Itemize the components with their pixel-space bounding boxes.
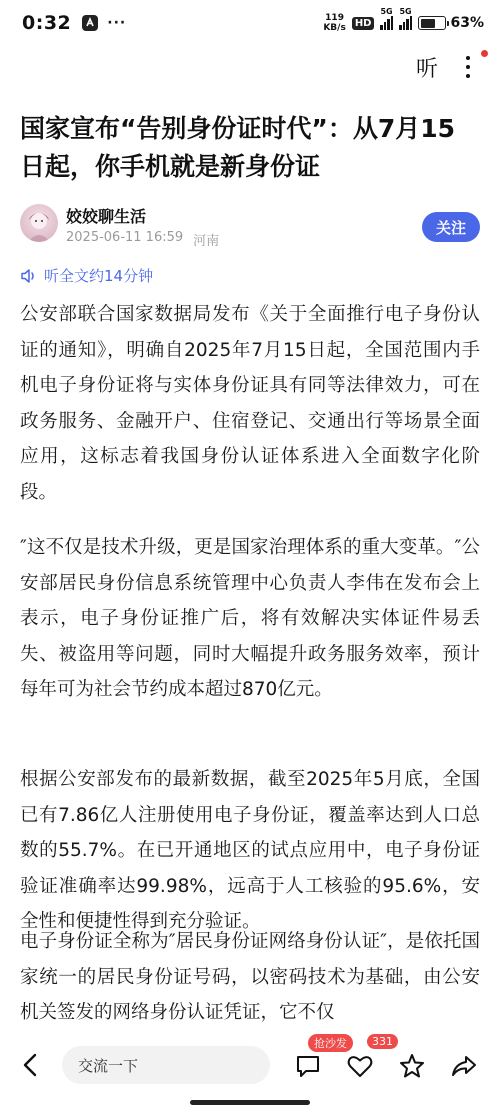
back-icon[interactable] <box>18 1052 44 1078</box>
article-paragraph: ″这不仅是技术升级，更是国家治理体系的重大变革。″公安部居民身份信息系统管理中心负责人李伟在发布会上表示，电子身份证推广后，将有效解决实体证件易丢失、被盗用等问题，同时大幅提升政务服务效率，预计每年可为社会节约成本超过870亿元。 <box>20 537 480 700</box>
signal-1-label: 5G <box>380 7 393 16</box>
signal-1-icon <box>380 7 393 30</box>
status-time: 0:32 <box>22 12 72 34</box>
more-notifications-icon: ··· <box>107 15 127 31</box>
status-right <box>323 7 484 33</box>
article-meta <box>66 230 219 249</box>
favorite-star-icon[interactable] <box>398 1052 426 1080</box>
home-indicator[interactable] <box>190 1100 310 1105</box>
share-icon[interactable] <box>450 1052 478 1080</box>
comment-icon[interactable] <box>294 1052 322 1080</box>
listen-button[interactable]: 听 <box>415 57 438 82</box>
article-paragraph: 公安部联合国家数据局发布《关于全面推行电子身份认证的通知》，明确自2025年7月15日起，全国范围内手机电子身份证将与实体身份证具有同等法律效力，可在政务服务、金融开户、住宿登记、交通出行等场景全面应用，这标志着我国身份认证体系进入全面数字化阶段。 <box>20 304 480 503</box>
more-options-icon[interactable] <box>456 50 480 84</box>
speaker-icon <box>20 268 38 284</box>
listen-full-article[interactable] <box>20 265 153 286</box>
author-row <box>20 204 480 250</box>
follow-button[interactable]: 关注 <box>422 212 480 242</box>
notification-dot <box>481 50 488 57</box>
publish-date: 2025-06-11 16:59 <box>66 230 184 245</box>
status-notification-icons <box>81 14 126 32</box>
hot-badge: 抢沙发 <box>308 1034 353 1052</box>
net-speed <box>323 13 345 33</box>
listen-full-label: 听全文约14分钟 <box>44 267 154 285</box>
battery-level <box>421 19 435 28</box>
publish-location: 河南 <box>193 234 220 249</box>
author-avatar[interactable] <box>20 204 58 242</box>
top-action-bar <box>0 46 500 90</box>
like-icon[interactable] <box>346 1052 374 1080</box>
article-title: 国家宣布“告别身份证时代”：从7月15日起，你手机就是新身份证 <box>20 114 456 181</box>
signal-2-label: 5G <box>399 7 412 16</box>
status-bar <box>0 0 500 46</box>
bottom-action-bar <box>0 1036 500 1096</box>
signal-2-icon <box>399 7 412 30</box>
battery-percent: 63% <box>450 15 484 31</box>
author-name[interactable]: 姣姣聊生活 <box>66 207 147 226</box>
net-speed-value: 119 <box>325 13 344 23</box>
comment-input[interactable]: 交流一下 <box>62 1046 270 1084</box>
article-paragraph: 电子身份证全称为″居民身份证网络身份认证″，是依托国家统一的居民身份证号码，以密码技术为基础，由公安机关签发的网络身份认证凭证，它不仅 <box>20 931 480 1023</box>
like-count-badge: 331 <box>367 1034 398 1049</box>
net-speed-unit: KB/s <box>323 23 346 33</box>
app-notification-icon <box>81 14 99 32</box>
article-paragraph: 根据公安部发布的最新数据，截至2025年5月底，全国已有7.86亿人注册使用电子身份证，覆盖率达到人口总数的55.7%。在已开通地区的试点应用中，电子身份证验证准确率达99.98%，远高于人工核验的95.6%，安全性和便捷性得到充分验证。 <box>20 769 480 932</box>
battery-icon <box>418 15 484 31</box>
hd-icon: HD <box>352 17 375 30</box>
